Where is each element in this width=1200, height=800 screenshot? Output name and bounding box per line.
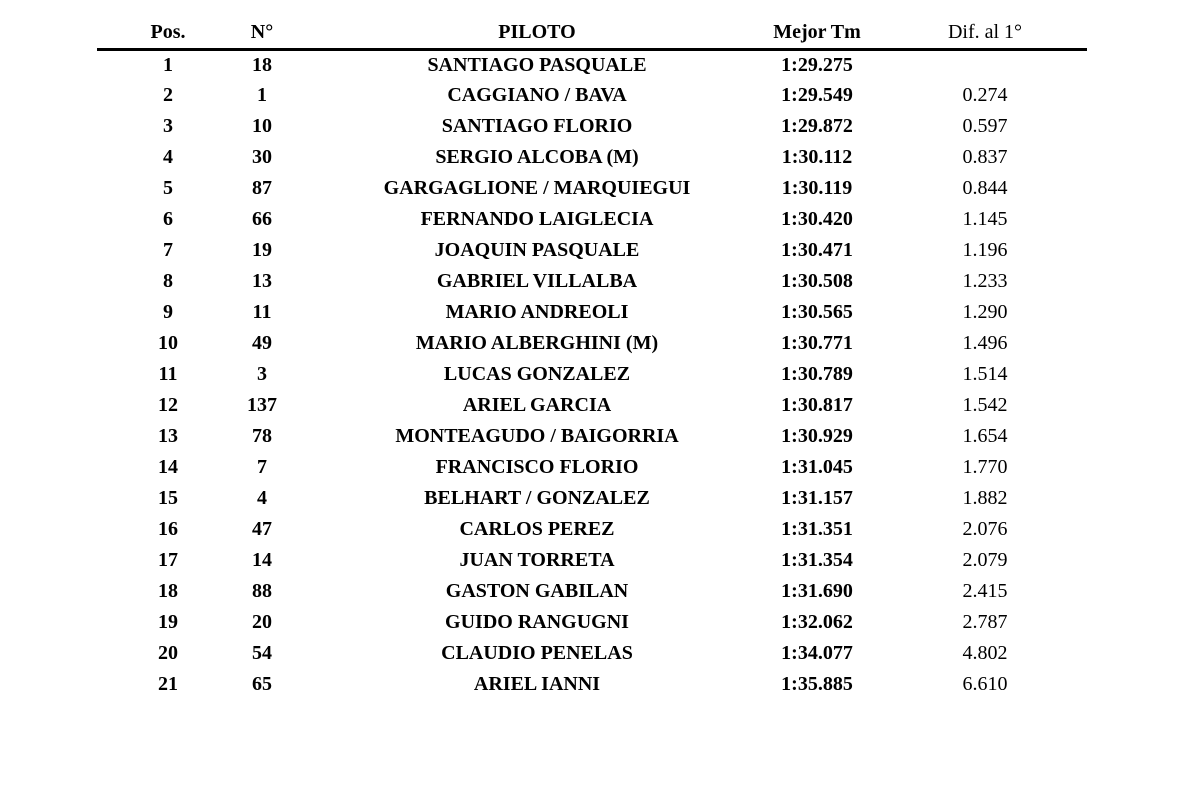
cell-pos: 11 [158,363,178,385]
table-row [97,204,1087,235]
header-mejor-tm: Mejor Tm [773,20,861,43]
cell-num: 3 [257,363,267,385]
cell-pos: 5 [163,177,173,199]
cell-pos: 14 [158,456,178,478]
table-row [97,514,1087,545]
cell-pos: 4 [163,146,173,168]
cell-pos: 12 [158,394,178,416]
cell-mejor-tm: 1:30.817 [781,394,853,416]
cell-piloto: GASTON GABILAN [445,580,629,602]
cell-mejor-tm: 1:30.929 [781,425,853,447]
cell-spacer [97,111,135,142]
cell-pos: 2 [163,84,173,106]
results-table [97,17,1087,700]
cell-mejor-tm: 1:34.077 [781,642,853,664]
cell-pos: 6 [163,208,173,230]
cell-dif: 2.787 [962,611,1008,633]
header-row [97,17,1087,49]
cell-pos: 8 [163,270,173,292]
cell-mejor-tm: 1:30.771 [781,332,853,354]
cell-mejor-tm: 1:30.112 [781,146,853,168]
cell-mejor-tm: 1:35.885 [781,673,853,695]
cell-num: 18 [252,53,272,76]
cell-piloto: SERGIO ALCOBA (M) [435,146,639,168]
cell-mejor-tm: 1:31.351 [781,518,853,540]
cell-spacer [97,359,135,390]
cell-mejor-tm: 1:30.565 [781,301,853,323]
cell-piloto: FRANCISCO FLORIO [435,456,639,478]
cell-spacer [97,173,135,204]
cell-num: 137 [247,394,277,416]
cell-mejor-tm: 1:30.508 [781,270,853,292]
cell-dif: 1.196 [962,239,1008,261]
table-row [97,80,1087,111]
table-row [97,483,1087,514]
cell-piloto: MONTEAGUDO / BAIGORRIA [395,425,679,447]
cell-mejor-tm: 1:31.690 [781,580,853,602]
cell-mejor-tm: 1:31.045 [781,456,853,478]
cell-pos: 10 [158,332,178,354]
cell-num: 47 [252,518,272,540]
table-row [97,607,1087,638]
table-row [97,173,1087,204]
cell-spacer [97,576,135,607]
table-row [97,142,1087,173]
cell-num: 87 [252,177,272,199]
cell-dif: 0.844 [962,177,1008,199]
cell-pos: 13 [158,425,178,447]
cell-mejor-tm: 1:29.549 [781,84,853,106]
cell-spacer [97,421,135,452]
cell-piloto: JOAQUIN PASQUALE [434,239,640,261]
cell-piloto: GABRIEL VILLALBA [436,270,638,292]
cell-piloto: FERNANDO LAIGLECIA [420,208,654,230]
cell-num: 10 [252,115,272,137]
header-piloto: PILOTO [498,20,576,43]
cell-pos: 9 [163,301,173,323]
cell-spacer [97,80,135,111]
cell-dif: 1.542 [962,394,1008,416]
cell-num: 19 [252,239,272,261]
cell-spacer [97,607,135,638]
cell-num: 7 [257,456,267,478]
cell-piloto: MARIO ALBERGHINI (M) [415,332,659,354]
cell-dif: 1.514 [962,363,1008,385]
cell-pos: 1 [163,53,173,76]
cell-spacer [97,49,135,80]
cell-mejor-tm: 1:31.354 [781,549,853,571]
cell-mejor-tm: 1:30.789 [781,363,853,385]
table-row [97,359,1087,390]
cell-spacer [97,204,135,235]
cell-pos: 17 [158,549,178,571]
cell-num: 14 [252,549,272,571]
cell-spacer [97,638,135,669]
cell-pos: 18 [158,580,178,602]
table-row [97,638,1087,669]
cell-spacer [97,297,135,328]
cell-dif: 2.415 [962,580,1008,602]
cell-dif: 2.079 [962,549,1008,571]
table-row [97,111,1087,142]
table-row [97,266,1087,297]
cell-num: 20 [252,611,272,633]
table-row [97,297,1087,328]
cell-piloto: SANTIAGO FLORIO [441,115,633,137]
header-spacer [97,17,135,49]
cell-piloto: SANTIAGO PASQUALE [427,53,647,76]
header-pos: Pos. [150,20,186,43]
cell-dif: 1.233 [962,270,1008,292]
cell-pos: 7 [163,239,173,261]
cell-spacer [97,452,135,483]
header-num: N° [250,20,274,43]
cell-spacer [97,390,135,421]
table-row [97,328,1087,359]
table-row [97,576,1087,607]
cell-num: 30 [252,146,272,168]
table-body [97,49,1087,700]
cell-piloto: BELHART / GONZALEZ [424,487,650,509]
cell-spacer [97,142,135,173]
cell-piloto: GUIDO RANGUGNI [445,611,629,633]
cell-spacer [97,669,135,700]
cell-spacer [97,266,135,297]
cell-piloto: JUAN TORRETA [459,549,615,571]
cell-mejor-tm: 1:30.119 [781,177,853,199]
table-row [97,421,1087,452]
cell-num: 66 [252,208,272,230]
cell-dif [883,49,1087,80]
cell-dif: 1.145 [962,208,1008,230]
cell-dif: 1.770 [962,456,1008,478]
cell-dif: 6.610 [962,673,1008,695]
cell-spacer [97,235,135,266]
table-header [97,17,1087,49]
cell-mejor-tm: 1:29.872 [781,115,853,137]
cell-spacer [97,328,135,359]
cell-num: 4 [257,487,267,509]
cell-mejor-tm: 1:29.275 [781,53,853,76]
cell-pos: 15 [158,487,178,509]
cell-piloto: ARIEL GARCIA [462,394,612,416]
table-row [97,235,1087,266]
cell-dif: 1.496 [962,332,1008,354]
cell-pos: 21 [158,673,178,695]
cell-dif: 1.290 [962,301,1008,323]
table-row [97,452,1087,483]
cell-piloto: MARIO ANDREOLI [445,301,629,323]
cell-dif: 0.597 [962,115,1008,137]
cell-spacer [97,514,135,545]
table-row [97,49,1087,80]
cell-mejor-tm: 1:30.471 [781,239,853,261]
cell-piloto: CLAUDIO PENELAS [441,642,633,664]
cell-dif: 1.882 [962,487,1008,509]
cell-dif: 4.802 [962,642,1008,664]
cell-piloto: GARGAGLIONE / MARQUIEGUI [383,177,691,199]
cell-dif: 0.274 [962,84,1008,106]
cell-mejor-tm: 1:32.062 [781,611,853,633]
cell-num: 11 [252,301,272,323]
cell-pos: 3 [163,115,173,137]
table-row [97,545,1087,576]
cell-num: 78 [252,425,272,447]
cell-pos: 19 [158,611,178,633]
cell-dif: 1.654 [962,425,1008,447]
table-row [97,390,1087,421]
cell-num: 49 [252,332,272,354]
cell-dif: 2.076 [962,518,1008,540]
cell-spacer [97,545,135,576]
header-dif: Dif. al 1° [947,20,1023,43]
cell-num: 65 [252,673,272,695]
cell-num: 54 [252,642,272,664]
table-row [97,669,1087,700]
cell-mejor-tm: 1:30.420 [781,208,853,230]
cell-pos: 16 [158,518,178,540]
cell-num: 88 [252,580,272,602]
cell-dif: 0.837 [962,146,1008,168]
cell-piloto: CARLOS PEREZ [459,518,615,540]
cell-piloto: CAGGIANO / BAVA [447,84,627,106]
cell-pos: 20 [158,642,178,664]
cell-mejor-tm: 1:31.157 [781,487,853,509]
cell-piloto: LUCAS GONZALEZ [443,363,631,385]
cell-num: 1 [257,84,267,106]
cell-piloto: ARIEL IANNI [473,673,601,695]
cell-spacer [97,483,135,514]
cell-num: 13 [252,270,272,292]
